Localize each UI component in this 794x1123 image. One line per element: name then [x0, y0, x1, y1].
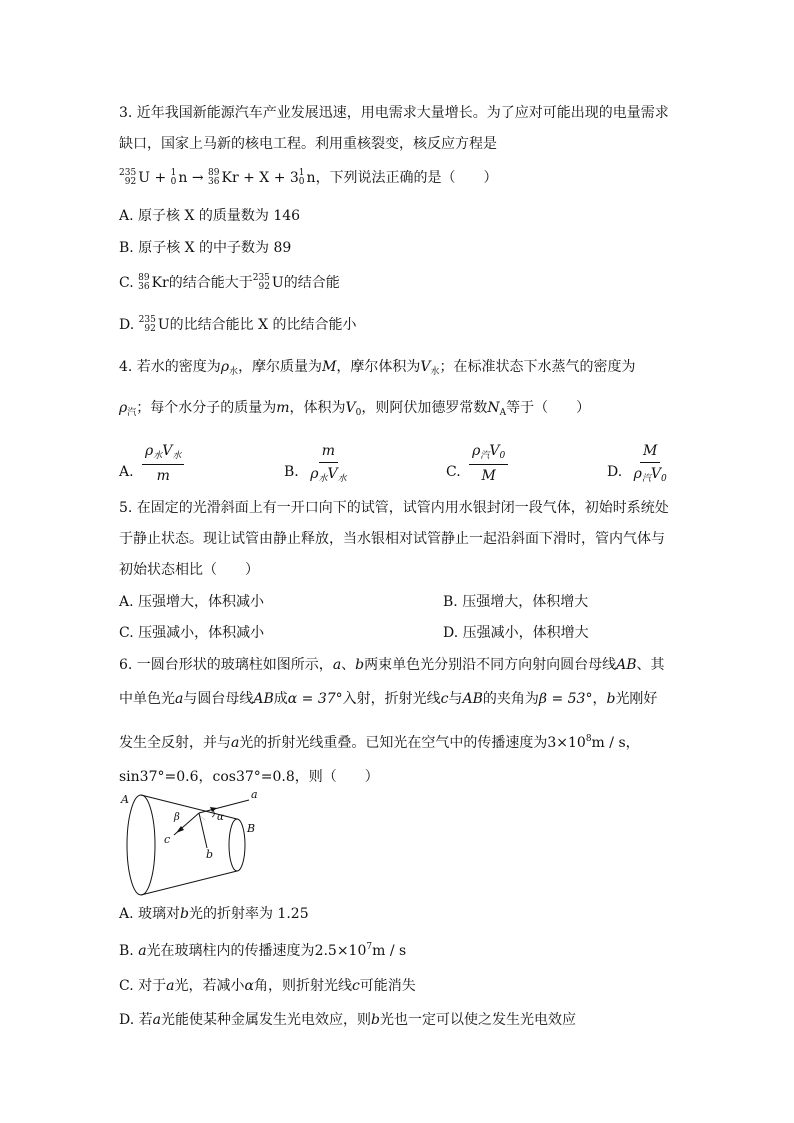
q3-line-2: 缺口，国家上马新的核电工程。利用重核裂变，核反应方程是: [119, 136, 497, 152]
q4-line-1: 4. 若水的密度为$\rho_水$，摩尔质量为M，摩尔体积为$V_水$；在标准状态下水蒸气的密度为: [119, 359, 636, 377]
label-beta: β: [174, 812, 180, 823]
q3-option-a: A. 原子核 X 的质量数为 146: [119, 208, 301, 224]
label-c: c: [164, 833, 171, 846]
q3-line-1: 3. 近年我国新能源汽车产业发展迅速，用电需求大量增长。为了应对可能出现的电量需求: [119, 105, 669, 121]
q6-line-3: 发生全反射，并与a光的折射光线重叠。已知光在空气中的传播速度为$3\times 10^8m / s$，: [119, 734, 640, 751]
ray-a: [199, 800, 249, 813]
q3-option-c: C. 89 36 Kr的结合能大于 235 92 U的结合能: [119, 273, 340, 292]
q5-option-a: A. 压强增大，体积减小: [119, 594, 265, 610]
q4-option-d: D. $\frac{M}{\rho_汽V_0}$: [607, 443, 667, 484]
q6-line-4: sin37°=0.6，cos37°=0.8，则（ ）: [119, 769, 379, 785]
q5-option-d: D. 压强减小，体积增大: [443, 625, 589, 641]
q3-option-d: D. 235 92 U的比结合能比 X 的比结合能小: [119, 315, 357, 334]
frustum-left-face: [127, 795, 155, 895]
q4-option-a: A. $\frac{\rho_水V_水}{m}$: [119, 441, 184, 486]
q6-option-a: A. 玻璃对b光的折射率为 1.25: [119, 906, 309, 922]
q5-option-c: C. 压强减小，体积减小: [119, 625, 265, 641]
frustum-right-face: [229, 819, 245, 871]
label-b: b: [206, 848, 214, 861]
q3-option-b: B. 原子核 X 的中子数为 89: [119, 240, 292, 256]
q6-option-b: B. a光在玻璃柱内的传播速度为$2.5\times 10^7m / s$: [119, 942, 407, 959]
q4-option-b: B. $\frac{m}{\rho_水V_水}$: [284, 443, 347, 484]
q6-line-2: 中单色光a与圆台母线AB成α = 37°入射，折射光线c与AB的夹角为β = 53°，b光刚好: [119, 691, 658, 707]
label-A: A: [121, 793, 129, 806]
q6-option-c: C. 对于a光，若减小α角，则折射光线c可能消失: [119, 978, 416, 994]
q6-option-d: D. 若a光能使某种金属发生光电效应，则b光也一定可以使之发生光电效应: [119, 1012, 576, 1028]
q6-line-1: 6. 一圆台形状的玻璃柱如图所示，a、b两束单色光分别沿不同方向射向圆台母线AB、其: [119, 657, 665, 673]
frustum-bottom-edge: [141, 871, 237, 895]
q5-line-2: 于静止状态。现让试管由静止释放，当水银相对试管静止一起沿斜面下滑时，管内气体与: [119, 531, 665, 547]
q4-line-2: $\rho_汽$；每个水分子的质量为m，体积为$V_0$，则阿伏加德罗常数$N_A$等于（ ）: [119, 400, 591, 418]
q5-line-1: 5. 在固定的光滑斜面上有一开口向下的试管，试管内用水银封闭一段气体，初始时系统处: [119, 500, 669, 516]
q5-line-3: 初始状态相比（ ）: [119, 562, 259, 578]
q6-frustum-figure: [119, 790, 269, 900]
label-a: a: [251, 790, 258, 801]
label-alpha: α: [217, 812, 224, 823]
label-B: B: [247, 822, 256, 835]
q4-option-c: C. $\frac{\rho_汽V_0}{M}$: [446, 441, 508, 486]
q5-option-b: B. 压强增大，体积增大: [443, 594, 589, 610]
q3-equation: 235 92 U + 1 0 n → 89 36 Kr + X + 3 1 0 n，下列说法正确的是（ ）: [119, 168, 498, 187]
